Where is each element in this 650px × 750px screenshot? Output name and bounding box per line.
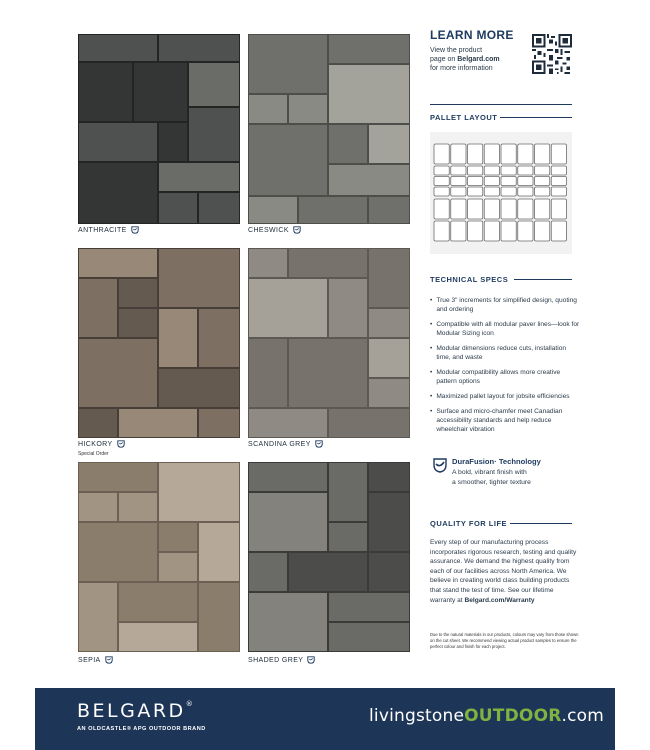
paver-stone — [289, 339, 367, 407]
swatch-name: HICKORY — [78, 440, 113, 448]
paver-stone — [249, 249, 287, 277]
paver-stone — [134, 63, 187, 121]
pallet-cell — [535, 144, 550, 164]
swatch-image-sepia — [78, 462, 240, 652]
pallet-cell — [535, 187, 550, 196]
swatch-label-scandina-grey — [248, 440, 323, 448]
divider — [510, 523, 572, 524]
paver-stone — [79, 123, 157, 161]
pallet-cell — [434, 144, 449, 164]
paver-stone — [79, 279, 117, 337]
paver-stone — [159, 35, 239, 61]
pallet-cell — [501, 199, 516, 219]
paver-stone — [369, 249, 409, 307]
pallet-cell — [484, 166, 499, 175]
pallet-cell — [468, 177, 483, 186]
swatch-label-anthracite — [78, 226, 139, 234]
paver-stone — [249, 593, 327, 651]
pallet-cell — [535, 177, 550, 186]
divider — [514, 279, 572, 280]
pallet-cell — [501, 221, 516, 241]
paver-stone — [369, 197, 409, 223]
durafusion-icon — [315, 440, 323, 448]
spec-item: • Surface and micro-chamfer meet Canadian accessibility standards and help reduce wheelchair vibration — [430, 407, 563, 434]
paver-stone — [249, 463, 327, 491]
learn-more-line2: page on Belgard.com — [430, 56, 500, 63]
warranty-link[interactable]: Belgard.com/Warranty — [464, 596, 535, 604]
technical-specs-heading: TECHNICAL SPECS — [430, 275, 509, 284]
paver-stone — [189, 63, 239, 106]
pallet-cell — [501, 166, 516, 175]
paver-stone — [119, 493, 157, 521]
learn-more-line3: for more information — [430, 65, 493, 72]
pallet-cell — [518, 166, 533, 175]
swatch-image-cheswick — [248, 34, 410, 224]
swatch-label-hickory — [78, 440, 125, 448]
pallet-cell — [484, 177, 499, 186]
spec-item: • True 3" increments for simplified design, quoting and ordering — [430, 297, 577, 314]
pallet-cell — [518, 199, 533, 219]
paver-stone — [329, 125, 367, 163]
pallet-cell — [484, 221, 499, 241]
paver-stone — [119, 409, 197, 437]
paver-pattern — [78, 34, 240, 224]
paver-stone — [119, 583, 197, 621]
paver-stone — [79, 493, 117, 521]
durafusion-icon — [105, 656, 113, 664]
paver-stone — [249, 197, 297, 223]
pallet-cell — [501, 144, 516, 164]
spec-item: • Compatible with all modular paver lines—look for Modular Sizing icon — [430, 321, 580, 338]
footer-banner — [35, 688, 615, 750]
paver-pattern — [248, 34, 410, 224]
pallet-cell — [551, 187, 566, 196]
durafusion-icon — [117, 440, 125, 448]
swatch-name: ANTHRACITE — [78, 226, 127, 234]
paver-stone — [79, 523, 157, 581]
pallet-cell — [501, 187, 516, 196]
quality-text: Every step of our manufacturing process incorporates rigorous research, testing and quality assurance. We demand the highest quality from each of our facilities across North America. We believe in creating world class building products that stand the test of time. See our lifetime warranty at Belgard.com/Warranty — [430, 539, 577, 604]
pallet-cell — [468, 221, 483, 241]
pallet-cell — [434, 166, 449, 175]
swatch-image-scandina-grey — [248, 248, 410, 438]
pallet-cell — [468, 187, 483, 196]
pallet-cell — [518, 177, 533, 186]
pallet-cell — [484, 199, 499, 219]
paver-stone — [369, 553, 409, 591]
paver-stone — [329, 279, 367, 337]
pallet-layout-diagram — [430, 132, 572, 254]
swatch-label-sepia — [78, 656, 113, 664]
paver-pattern — [248, 462, 410, 652]
pallet-cell — [484, 187, 499, 196]
paver-pattern — [248, 248, 410, 438]
pallet-cell — [451, 177, 466, 186]
learn-more-title: LEARN MORE — [430, 28, 514, 42]
paver-stone — [119, 309, 157, 337]
paver-stone — [119, 623, 197, 651]
pallet-cell — [434, 187, 449, 196]
pallet-cell — [434, 221, 449, 241]
swatch-image-anthracite — [78, 34, 240, 224]
paver-stone — [199, 523, 239, 581]
paver-stone — [329, 593, 409, 621]
paver-stone — [249, 95, 287, 123]
paver-stone — [249, 339, 287, 407]
belgard-link[interactable]: Belgard.com — [457, 56, 500, 63]
pallet-cell — [551, 221, 566, 241]
disclaimer-text: Due to the natural materials in our products, colours may vary from those shown on the cut sheet. We recommend viewing actual product samples to ensure the perfect colour and finish for each project. — [430, 632, 579, 649]
pallet-cell — [518, 187, 533, 196]
pallet-cell — [451, 166, 466, 175]
paver-stone — [369, 379, 409, 407]
paver-stone — [369, 125, 409, 163]
paver-pattern — [78, 462, 240, 652]
paver-stone — [289, 249, 367, 277]
paver-stone — [159, 553, 197, 581]
paver-stone — [249, 493, 327, 551]
paver-stone — [79, 63, 132, 121]
paver-stone — [159, 163, 239, 191]
paver-stone — [249, 409, 327, 437]
pallet-cell — [434, 199, 449, 219]
pallet-cell — [451, 144, 466, 164]
paver-stone — [329, 35, 409, 63]
swatch-name: SEPIA — [78, 656, 101, 664]
pallet-cell — [468, 166, 483, 175]
pallet-cell — [551, 199, 566, 219]
pallet-cell — [518, 144, 533, 164]
paver-pattern — [78, 248, 240, 438]
brand-tagline: AN OLDCASTLE® APG OUTDOOR BRAND — [77, 726, 206, 732]
paver-stone — [159, 523, 197, 551]
paver-stone — [199, 193, 239, 223]
swatch-label-shaded-grey — [248, 656, 315, 664]
paver-stone — [249, 279, 327, 337]
paver-stone — [79, 35, 157, 61]
durafusion-title: DuraFusion· Technology — [452, 457, 541, 466]
pallet-cell — [451, 187, 466, 196]
durafusion-block — [432, 457, 582, 487]
paver-stone — [369, 309, 409, 337]
paver-stone — [159, 249, 239, 307]
durafusion-text: A bold, vibrant finish with a smoother, tighter texture — [452, 469, 531, 486]
paver-stone — [159, 369, 239, 407]
paver-stone — [119, 279, 157, 307]
pallet-cell — [501, 177, 516, 186]
quality-heading: QUALITY FOR LIFE — [430, 519, 508, 528]
divider — [430, 104, 572, 105]
paver-stone — [369, 463, 409, 491]
paver-stone — [299, 197, 367, 223]
pallet-cell — [451, 199, 466, 219]
pallet-cell — [551, 144, 566, 164]
paver-stone — [159, 123, 187, 161]
paver-stone — [79, 339, 157, 407]
website-link[interactable]: livingstoneOUTDOOR.com — [369, 706, 605, 726]
paver-stone — [329, 463, 367, 521]
pallet-cell — [468, 199, 483, 219]
swatch-note-hickory: Special Order — [78, 451, 109, 457]
swatch-image-hickory — [78, 248, 240, 438]
paver-stone — [199, 583, 239, 651]
paver-stone — [249, 125, 327, 195]
paver-stone — [329, 409, 409, 437]
pallet-cell — [535, 221, 550, 241]
pallet-cell — [451, 221, 466, 241]
paver-stone — [329, 523, 367, 551]
pallet-cell — [468, 144, 483, 164]
pallet-cell — [535, 166, 550, 175]
paver-stone — [329, 65, 409, 123]
belgard-logo[interactable]: BELGARD® — [77, 700, 196, 722]
paver-stone — [249, 35, 327, 93]
pallet-cell — [434, 177, 449, 186]
durafusion-icon — [293, 226, 301, 234]
paver-stone — [329, 165, 409, 195]
durafusion-icon — [131, 226, 139, 234]
qr-code-icon[interactable] — [532, 34, 572, 74]
swatch-name: SCANDINA GREY — [248, 440, 311, 448]
paver-stone — [369, 493, 409, 551]
paver-stone — [289, 553, 367, 591]
technical-specs-list — [430, 296, 580, 440]
spec-item: • Modular dimensions reduce cuts, installation time, and waste — [430, 345, 567, 362]
pallet-cell — [551, 177, 566, 186]
paver-stone — [289, 95, 327, 123]
pallet-cell — [484, 144, 499, 164]
divider — [500, 117, 572, 118]
paver-stone — [79, 409, 117, 437]
pallet-cell — [518, 221, 533, 241]
paver-stone — [79, 583, 117, 651]
swatch-label-cheswick — [248, 226, 301, 234]
paver-stone — [189, 108, 239, 161]
durafusion-icon — [432, 457, 448, 473]
paver-stone — [329, 623, 409, 651]
durafusion-icon — [307, 656, 315, 664]
paver-stone — [79, 463, 157, 491]
paver-stone — [159, 309, 197, 367]
paver-stone — [79, 249, 157, 277]
swatch-name: CHESWICK — [248, 226, 289, 234]
spec-item: • Modular compatibility allows more creative pattern options — [430, 369, 561, 386]
spec-item: • Maximized pallet layout for jobsite efficiencies — [430, 393, 570, 400]
paver-stone — [369, 339, 409, 377]
learn-more-line1: View the product — [430, 47, 483, 54]
pallet-cell — [535, 199, 550, 219]
pallet-layout-heading: PALLET LAYOUT — [430, 113, 498, 122]
pallet-grid — [430, 132, 572, 254]
pallet-cell — [551, 166, 566, 175]
paver-stone — [199, 409, 239, 437]
swatch-image-shaded-grey — [248, 462, 410, 652]
paver-stone — [159, 463, 239, 521]
paver-stone — [249, 553, 287, 591]
swatch-name: SHADED GREY — [248, 656, 304, 664]
paver-stone — [159, 193, 197, 223]
paver-stone — [79, 163, 157, 223]
paver-stone — [199, 309, 239, 367]
